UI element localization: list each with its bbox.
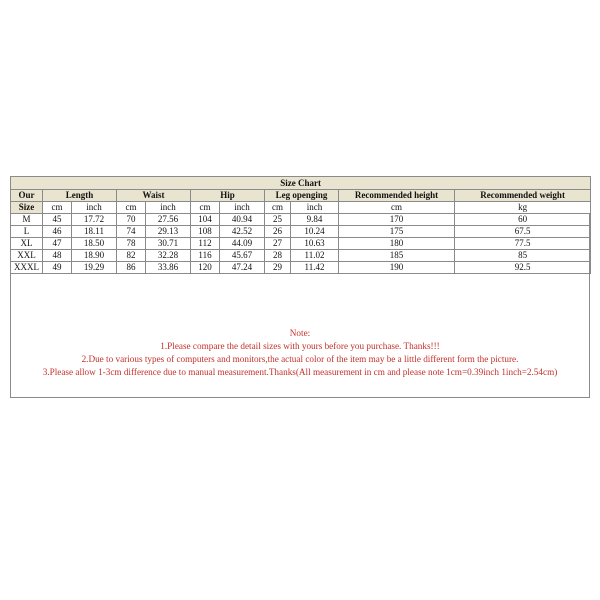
- waist-cm-cell: 78: [117, 238, 146, 250]
- leg-cm-cell: 28: [265, 250, 291, 262]
- length-inch-unit: inch: [72, 202, 117, 214]
- leg-cm-cell: 26: [265, 226, 291, 238]
- weight-cell: 85: [455, 250, 591, 262]
- length-cm-cell: 48: [43, 250, 72, 262]
- hip-inch-cell: 47.24: [220, 262, 265, 274]
- waist-cm-cell: 70: [117, 214, 146, 226]
- table-row: [11, 262, 591, 274]
- weight-cell: 92.5: [455, 262, 591, 274]
- hip-header: Hip: [191, 190, 265, 202]
- length-header: Length: [43, 190, 117, 202]
- waist-inch-unit: inch: [146, 202, 191, 214]
- recommended-weight-header: Recommended weight: [455, 190, 591, 202]
- table-row: [11, 226, 591, 238]
- hip-inch-cell: 42.52: [220, 226, 265, 238]
- leg-inch-cell: 9.84: [291, 214, 339, 226]
- leg-opening-header: Leg openging: [265, 190, 339, 202]
- leg-cm-unit: cm: [265, 202, 291, 214]
- height-cell: 180: [339, 238, 455, 250]
- note-line-1: 1.Please compare the detail sizes with yours before you purchase. Thanks!!!: [160, 341, 440, 351]
- waist-inch-cell: 29.13: [146, 226, 191, 238]
- leg-cm-cell: 29: [265, 262, 291, 274]
- hip-cm-cell: 116: [191, 250, 220, 262]
- leg-inch-cell: 10.24: [291, 226, 339, 238]
- size-cell: XXL: [11, 250, 43, 262]
- length-cm-cell: 47: [43, 238, 72, 250]
- leg-cm-cell: 25: [265, 214, 291, 226]
- height-cm-unit: cm: [339, 202, 455, 214]
- weight-cell: 67.5: [455, 226, 591, 238]
- length-cm-cell: 45: [43, 214, 72, 226]
- leg-cm-cell: 27: [265, 238, 291, 250]
- length-inch-cell: 17.72: [72, 214, 117, 226]
- leg-inch-cell: 11.42: [291, 262, 339, 274]
- length-inch-cell: 18.50: [72, 238, 117, 250]
- table-row: [11, 238, 591, 250]
- size-chart-table: [10, 176, 591, 274]
- waist-inch-cell: 30.71: [146, 238, 191, 250]
- hip-cm-cell: 120: [191, 262, 220, 274]
- waist-inch-cell: 33.86: [146, 262, 191, 274]
- length-cm-unit: cm: [43, 202, 72, 214]
- size-cell: M: [11, 214, 43, 226]
- length-cm-cell: 46: [43, 226, 72, 238]
- our-size-header-line2: Size: [11, 202, 43, 214]
- waist-cm-unit: cm: [117, 202, 146, 214]
- weight-cell: 60: [455, 214, 591, 226]
- table-row: [11, 250, 591, 262]
- waist-cm-cell: 82: [117, 250, 146, 262]
- length-inch-cell: 18.90: [72, 250, 117, 262]
- size-cell: XXXL: [11, 262, 43, 274]
- notes-block: [10, 327, 590, 379]
- note-line-2: 2.Due to various types of computers and monitors,the actual color of the item may be a little different form the picture.: [81, 354, 519, 364]
- weight-cell: 77.5: [455, 238, 591, 250]
- chart-title: Size Chart: [11, 177, 591, 190]
- height-cell: 175: [339, 226, 455, 238]
- size-cell: L: [11, 226, 43, 238]
- table-row: [11, 214, 591, 226]
- hip-inch-cell: 40.94: [220, 214, 265, 226]
- waist-cm-cell: 74: [117, 226, 146, 238]
- hip-cm-unit: cm: [191, 202, 220, 214]
- our-size-header: Our: [11, 190, 43, 202]
- height-cell: 170: [339, 214, 455, 226]
- waist-inch-cell: 32.28: [146, 250, 191, 262]
- length-inch-cell: 19.29: [72, 262, 117, 274]
- waist-inch-cell: 27.56: [146, 214, 191, 226]
- hip-inch-unit: inch: [220, 202, 265, 214]
- hip-inch-cell: 45.67: [220, 250, 265, 262]
- height-cell: 190: [339, 262, 455, 274]
- recommended-height-header: Recommended height: [339, 190, 455, 202]
- leg-inch-cell: 11.02: [291, 250, 339, 262]
- leg-inch-unit: inch: [291, 202, 339, 214]
- length-inch-cell: 18.11: [72, 226, 117, 238]
- weight-kg-unit: kg: [455, 202, 591, 214]
- hip-inch-cell: 44.09: [220, 238, 265, 250]
- waist-header: Waist: [117, 190, 191, 202]
- hip-cm-cell: 112: [191, 238, 220, 250]
- waist-cm-cell: 86: [117, 262, 146, 274]
- note-line-3: 3.Please allow 1-3cm difference due to manual measurement.Thanks(All measurement in cm and please note 1cm=0.39inch 1inch=2.54cm): [42, 367, 558, 377]
- height-cell: 185: [339, 250, 455, 262]
- hip-cm-cell: 104: [191, 214, 220, 226]
- size-cell: XL: [11, 238, 43, 250]
- hip-cm-cell: 108: [191, 226, 220, 238]
- leg-inch-cell: 10.63: [291, 238, 339, 250]
- notes-heading: Note:: [289, 328, 311, 338]
- length-cm-cell: 49: [43, 262, 72, 274]
